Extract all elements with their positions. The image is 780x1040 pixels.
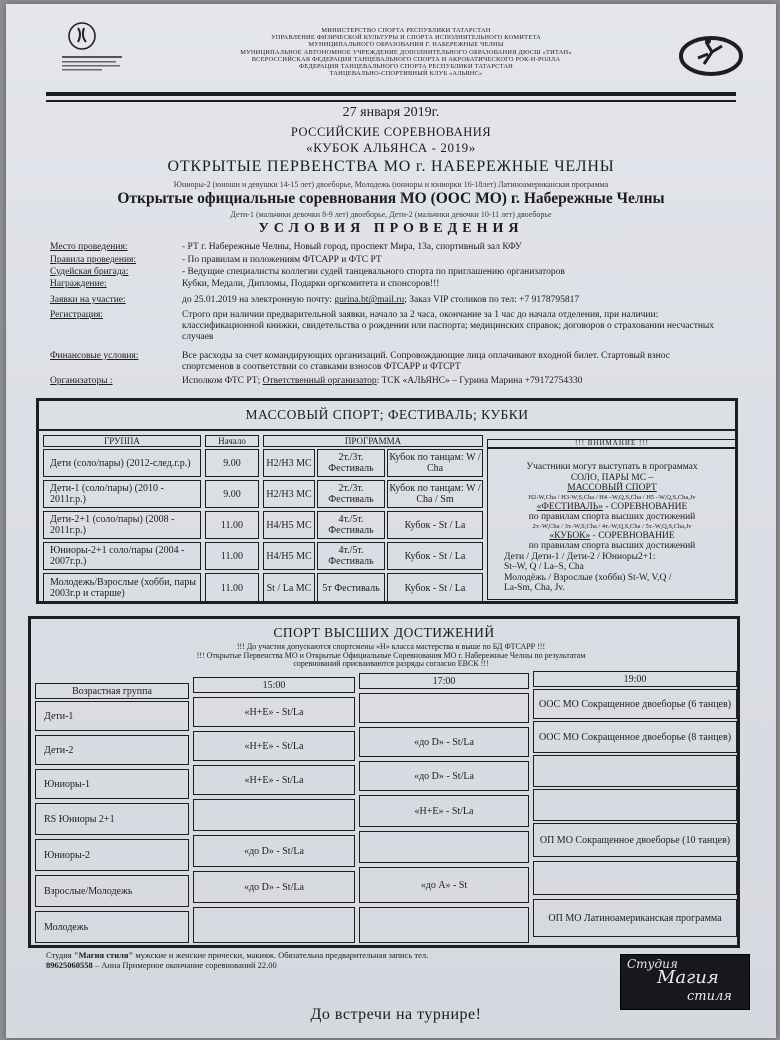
studio-phone: 89625060558 xyxy=(46,960,93,970)
table-row-festival: 4т./5т. Фестиваль xyxy=(317,542,385,570)
table-row-1900: ООС МО Сокращенное двоеборье (6 танцев) xyxy=(533,689,737,719)
info-label: Правила проведения: xyxy=(50,255,137,265)
festival-label: «ФЕСТИВАЛЬ» xyxy=(536,501,603,512)
table-row-start: 11.00 xyxy=(205,511,259,539)
divider xyxy=(39,429,735,431)
info-value: Строго при наличии предварительной заявки, начало за 2 часа, окончание за 1 час до начала отделения, при наличии: классификационной книжки, свидетельства о рождении или паспорта; медицинских справок; договоров о страховании несчастных случаев xyxy=(182,310,715,342)
table-row-group: Молодежь xyxy=(35,911,189,943)
pro-sport-notes xyxy=(91,643,691,669)
col-header-start: Начало xyxy=(205,435,259,447)
info-label: Финансовые условия: xyxy=(50,351,139,361)
table-row-1700 xyxy=(359,831,529,863)
attention-festival xyxy=(488,502,736,513)
studio-line xyxy=(46,960,606,970)
attention-cup xyxy=(488,531,736,542)
conditions-heading: УСЛОВИЯ ПРОВЕДЕНИЯ xyxy=(258,221,524,236)
info-value xyxy=(182,376,717,387)
event-date: 27 января 2019г. xyxy=(342,105,440,120)
table-row-cup: Кубок по танцам: W / Cha / Sm xyxy=(387,480,483,508)
cup-label: «КУБОК» xyxy=(549,530,591,541)
col-header-age: Возрастная группа xyxy=(35,683,189,699)
table-row-1500 xyxy=(193,799,355,831)
studio-description: мужские и женские прически, макияж. Обязательна предварительная запись тел. xyxy=(133,950,429,960)
table-row-class: St / La МС xyxy=(263,573,315,603)
studio-prefix: Студия xyxy=(46,950,74,960)
studio-ad xyxy=(46,950,606,970)
header-line: ТАНЦЕВАЛЬНО-СПОРТИВНЫЙ КЛУБ «АЛЬЯНС» xyxy=(329,70,483,78)
table-row-1900 xyxy=(533,789,737,821)
table-row-cup: Кубок по танцам: W / Cha xyxy=(387,449,483,477)
table-row-1500: «Н+Е» - St/La xyxy=(193,765,355,795)
table-row-start: 9.00 xyxy=(205,449,259,477)
federation-logo xyxy=(60,20,124,78)
table-row-1500: «до D» - St/La xyxy=(193,835,355,867)
pro-sport-title: СПОРТ ВЫСШИХ ДОСТИЖЕНИЙ xyxy=(273,625,495,640)
email-link[interactable]: gurina.bt@mail.ru xyxy=(334,295,405,305)
organizer-contact: : ТСК «АЛЬЯНС» – Гурина Марина +79172754330 xyxy=(376,376,583,386)
attention-line: по правилам спорта высших достижений xyxy=(528,541,696,551)
festival-suffix: - СОРЕВНОВАНИЕ xyxy=(602,501,688,512)
note-line: !!! До участия допускаются спортсмены «Н» класса мастерства и выше по БД ФТСАРР !!! xyxy=(236,642,546,651)
table-row-group: Дети-2 xyxy=(35,735,189,765)
table-row-1500: «Н+Е» - St/La xyxy=(193,697,355,727)
table-row-group: Юниоры-2+1 соло/пары (2004 - 2007г.р.) xyxy=(43,542,201,570)
attention-line: Дети / Дети-1 / Дети-2 / Юниоры2+1: xyxy=(504,551,656,562)
header-line: УПРАВЛЕНИЕ ФИЗИЧЕСКОЙ КУЛЬТУРЫ И СПОРТА ИСПОЛНИТЕЛЬНОГО КОМИТЕТА xyxy=(271,34,541,42)
col-header-1900: 19:00 xyxy=(533,671,737,687)
info-value: Все расходы за счет командирующих организаций. Сопровождающие лица оплачивают входной билет. Стартовый взнос спортсменов в соответствии со ставками взносов ФТСАРР и ФТСРТ xyxy=(182,351,670,372)
info-value: - Ведущие специалисты коллегии судей танцевального спорта по приглашению организаторов xyxy=(182,267,565,277)
note-line: соревнований присваиваются разряды согласно ЕВСК !!! xyxy=(293,659,489,669)
finish-time: – Анна Примерное окончание соревнований 22.00 xyxy=(92,960,277,970)
table-row-1700 xyxy=(359,907,529,943)
info-label: Регистрация: xyxy=(50,310,103,320)
responsible-label: Ответственный организатор xyxy=(262,376,377,386)
table-row-cup: Кубок - St / La xyxy=(387,573,483,603)
table-row-1900: ОП МО Латиноамериканская программа xyxy=(533,899,737,937)
table-row-festival: 4т./5т. Фестиваль xyxy=(317,511,385,539)
table-row-1900: ОП МО Сокращенное двоеборье (10 танцев) xyxy=(533,823,737,857)
vip-phone: ; Заказ VIP столиков по тел: +7 9178795817 xyxy=(404,295,580,305)
studio-logo-bot: стиля xyxy=(687,989,732,1004)
studio-line xyxy=(46,950,606,960)
info-value: - По правилам и положениям ФТСАРР и ФТС РТ xyxy=(182,255,382,265)
farewell-text: До встречи на турнире! xyxy=(310,1006,482,1023)
header-organizations xyxy=(156,27,656,77)
mass-sport-table xyxy=(36,398,738,604)
header-line: МУНИЦИПАЛЬНОЕ АВТОНОМНОЕ УЧРЕЖДЕНИЕ ДОПОЛНИТЕЛЬНОГО ОБРАЗОВАНИЯ ДЮСШ «ТИТАН» xyxy=(240,48,572,56)
attention-dances: 2т.-W,Cha / 3т.-W,S,Cha / 4т.-W,Q,S,Cha / 5т.-W,Q,S,Cha,Jv xyxy=(532,522,692,530)
studio-logo-mid: Магия xyxy=(657,967,719,988)
attention-heading: !!! ВНИМАНИЕ !!! xyxy=(487,439,737,449)
attention-mass-sport: МАССОВЫЙ СПОРТ xyxy=(567,483,657,493)
table-row-1700: «до D» - St/La xyxy=(359,727,529,757)
table-row-start: 11.00 xyxy=(205,542,259,570)
table-row-class: Н2/Н3 МС xyxy=(263,449,315,477)
table-row-1700: «Н+Е» - St/La xyxy=(359,795,529,827)
cup-suffix: - СОРЕВНОВАНИЕ xyxy=(590,530,675,541)
col-header-program: ПРОГРАММА xyxy=(263,435,483,447)
table-row-1900 xyxy=(533,755,737,787)
attention-line: La-Sm, Cha, Jv. xyxy=(504,583,565,593)
table-row-1900: ООС МО Сокращенное двоеборье (8 танцев) xyxy=(533,721,737,753)
col-header-group: ГРУППА xyxy=(43,435,201,447)
table-row-class: Н4/Н5 МС xyxy=(263,511,315,539)
official-competition: Открытые официальные соревнования МО (ООС МО) г. Набережные Челны xyxy=(117,190,665,207)
table-row-group: Дети-1 xyxy=(35,701,189,731)
header-rule xyxy=(46,100,736,102)
header-line: МИНИСТЕРСТВО СПОРТА РЕСПУБЛИКИ ТАТАРСТАН xyxy=(321,27,491,34)
attention-dances: Н2-W,Cha / Н3-W,S,Cha / Н4 –W,Q,S,Cha / Н5 –W,Q,S,Cha,Jv xyxy=(528,493,696,501)
table-row-1700 xyxy=(359,693,529,723)
table-row-start: 9.00 xyxy=(205,480,259,508)
info-value: - РТ г. Набережные Челны, Новый город, проспект Мира, 13а, спортивный зал КФУ xyxy=(182,242,522,252)
table-row-festival: 5т Фестиваль xyxy=(317,573,385,603)
table-row-1500: «до D» - St/La xyxy=(193,871,355,903)
col-header-1700: 17:00 xyxy=(359,673,529,689)
attention-line: Молодёжь / Взрослые (хобби) St-W, V,Q / xyxy=(504,572,672,583)
attention-line: по правилам спорта высших достижений xyxy=(528,512,696,522)
info-label: Награждение: xyxy=(50,279,107,289)
attention-line: Участники могут выступать в программах xyxy=(526,462,698,472)
table-row-group: Юниоры-1 xyxy=(35,769,189,799)
studio-logo-top: Студия xyxy=(627,957,678,971)
table-row-cup: Кубок - St / La xyxy=(387,511,483,539)
open-championship: ОТКРЫТЫЕ ПЕРВЕНСТВА МО г. НАБЕРЕЖНЫЕ ЧЕЛНЫ xyxy=(167,158,615,175)
attention-box xyxy=(487,447,737,600)
table-row-class: Н4/Н5 МС xyxy=(263,542,315,570)
table-row-1500 xyxy=(193,907,355,943)
col-header-1500: 15:00 xyxy=(193,677,355,693)
info-value xyxy=(182,295,717,306)
table-row-group: Дети-1 (соло/пары) (2010 - 2011г.р.) xyxy=(43,480,201,508)
table-row-festival: 2т./3т. Фестиваль xyxy=(317,449,385,477)
mass-sport-title: МАССОВЫЙ СПОРТ; ФЕСТИВАЛЬ; КУБКИ xyxy=(245,407,529,422)
table-row-group: Дети (соло/пары) (2012-след.г.р.) xyxy=(43,449,201,477)
header-rule xyxy=(46,92,736,96)
table-row-1700: «до А» - St xyxy=(359,867,529,903)
deadline-text: до 25.01.2019 на электронную почту: xyxy=(182,295,332,305)
table-row-1500: «Н+Е» - St/La xyxy=(193,731,355,761)
info-value: Кубки, Медали, Дипломы, Подарки оргкомитета и спонсоров!!! xyxy=(182,279,440,289)
kids-note: Дети-1 (мальчики девочки 8-9 лет) двоеборье, Дети-2 (мальчики девочки 10-11 лет) двоеборье xyxy=(230,210,552,219)
table-row-cup: Кубок - St / La xyxy=(387,542,483,570)
studio-logo xyxy=(620,954,750,1010)
event-title: «КУБОК АЛЬЯНСА - 2019» xyxy=(306,140,476,155)
table-row-class: Н2/Н3 МС xyxy=(263,480,315,508)
header-line: МУНИЦИПАЛЬНОГО ОБРАЗОВАНИЯ Г. НАБЕРЕЖНЫЕ ЧЕЛНЫ xyxy=(308,41,504,49)
header-line: ФЕДЕРАЦИЯ ТАНЦЕВАЛЬНОГО СПОРТА РЕСПУБЛИКИ ТАТАРСТАН xyxy=(299,63,513,71)
attention-line: СОЛО, ПАРЫ МС – xyxy=(570,472,654,483)
table-row-1900 xyxy=(533,861,737,895)
table-row-1700: «до D» - St/La xyxy=(359,761,529,791)
attention-line: St–W, Q / La–S, Cha xyxy=(504,562,584,572)
table-row-group: Молодежь/Взрослые (хобби, пары 2003г.р и старше) xyxy=(43,573,201,603)
table-row-group: Взрослые/Молодежь xyxy=(35,875,189,907)
organizer-main: Исполком ФТС РТ; xyxy=(182,376,261,386)
info-label: Заявки на участие: xyxy=(50,295,126,305)
table-row-group: RS Юниоры 2+1 xyxy=(35,803,189,835)
note-line: !!! Открытые Первенства МО и Открытые Официальные Соревнования МО г. Набережные Челны по результатам xyxy=(196,650,586,660)
table-row-start: 11.00 xyxy=(205,573,259,603)
juniors-note: Юниоры-2 (юноши и девушки 14-15 лет) двоеборье, Молодежь (юниоры и юниорки 16-18лет) Латиноамериканская программа xyxy=(173,180,609,189)
info-label: Место проведения: xyxy=(50,242,128,252)
pro-sport-table xyxy=(28,616,740,948)
info-label: Организаторы : xyxy=(50,376,113,386)
info-label: Судейская бригада: xyxy=(50,267,129,277)
table-row-group: Юниоры-2 xyxy=(35,839,189,871)
studio-name: "Магия стиля" xyxy=(73,950,134,960)
header-line: ВСЕРОССИЙСКАЯ ФЕДЕРАЦИЯ ТАНЦЕВАЛЬНОГО СПОРТА И АКРОБАТИЧЕСКОГО РОК-Н-РОЛЛА xyxy=(251,55,561,63)
table-row-group: Дети-2+1 (соло/пары) (2008 - 2011г.р.) xyxy=(43,511,201,539)
club-logo xyxy=(678,34,744,78)
table-row-festival: 2т./3т. Фестиваль xyxy=(317,480,385,508)
poster-sheet xyxy=(6,4,776,1038)
event-level: РОССИЙСКИЕ СОРЕВНОВАНИЯ xyxy=(290,125,492,139)
